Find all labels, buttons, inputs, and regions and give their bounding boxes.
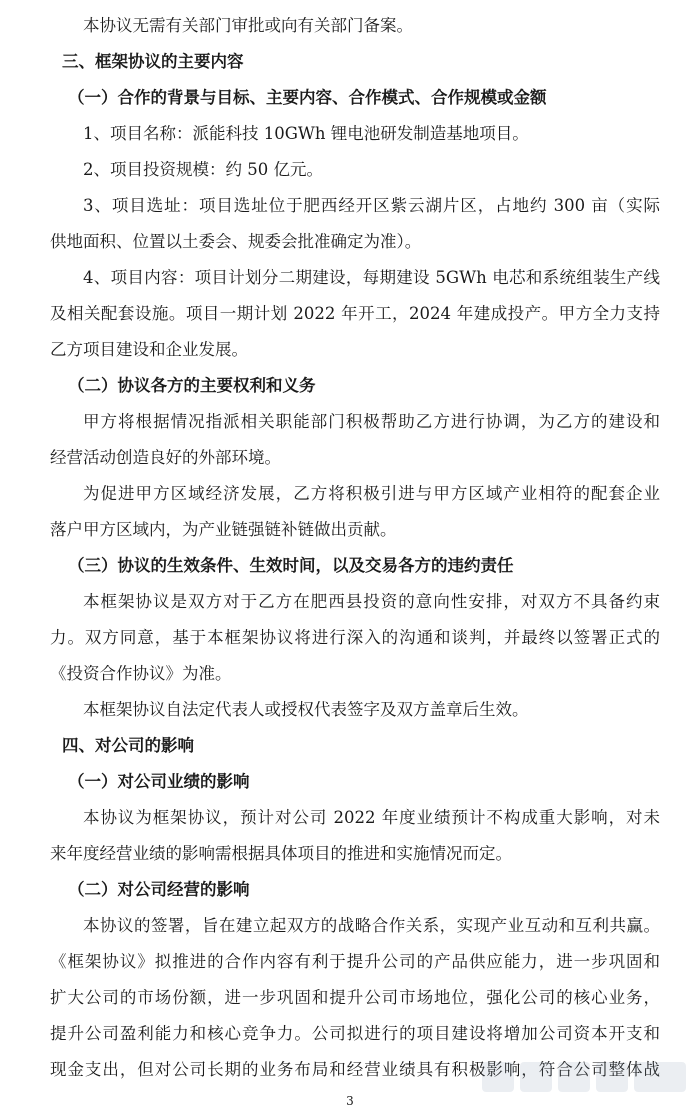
watermark-logo-icon bbox=[480, 1056, 690, 1098]
document-body bbox=[50, 8, 660, 1088]
subsection-heading: （三）协议的生效条件、生效时间，以及交易各方的违约责任 bbox=[68, 556, 514, 575]
text-line: 《框架协议》拟推进的合作内容有利于提升公司的产品供应能力，进一步巩固和 bbox=[50, 952, 660, 971]
text-line: 本协议的签署，旨在建立起双方的战略合作关系，实现产业互动和互利共赢。 bbox=[83, 916, 660, 935]
subsection-heading: （一）合作的背景与目标、主要内容、合作模式、合作规模或金额 bbox=[68, 88, 547, 107]
page-number: 3 bbox=[346, 1094, 354, 1108]
text-line: 为促进甲方区域经济发展，乙方将积极引进与甲方区域产业相符的配套企业 bbox=[83, 484, 660, 503]
watermark-logo bbox=[480, 1056, 690, 1098]
text-line: 及相关配套设施。项目一期计划 2022 年开工，2024 年建成投产。甲方全力支持 bbox=[50, 304, 660, 323]
text-line: 本协议无需有关部门审批或向有关部门备案。 bbox=[83, 16, 413, 35]
text-line: 2、项目投资规模：约 50 亿元。 bbox=[83, 160, 323, 179]
text-line: 力。双方同意，基于本框架协议将进行深入的沟通和谈判，并最终以签署正式的 bbox=[50, 628, 660, 647]
text-line: 1、项目名称：派能科技 10GWh 锂电池研发制造基地项目。 bbox=[83, 124, 529, 143]
text-line: 本框架协议自法定代表人或授权代表签字及双方盖章后生效。 bbox=[83, 700, 529, 719]
text-line: 来年度经营业绩的影响需根据具体项目的推进和实施情况而定。 bbox=[50, 844, 512, 863]
subsection-heading: （二）协议各方的主要权利和义务 bbox=[68, 376, 316, 395]
section-heading: 四、对公司的影响 bbox=[62, 736, 194, 755]
text-line: 本协议为框架协议，预计对公司 2022 年度业绩预计不构成重大影响，对未 bbox=[83, 808, 660, 827]
text-line: 4、项目内容：项目计划分二期建设，每期建设 5GWh 电芯和系统组装生产线 bbox=[83, 268, 660, 287]
text-line: 供地面积、位置以土委会、规委会批准确定为准）。 bbox=[50, 232, 422, 251]
section-heading: 三、框架协议的主要内容 bbox=[62, 52, 244, 71]
text-line: 本框架协议是双方对于乙方在肥西县投资的意向性安排，对双方不具备约束 bbox=[83, 592, 660, 611]
text-line: 3、项目选址：项目选址位于肥西经开区紫云湖片区，占地约 300 亩（实际 bbox=[83, 196, 660, 215]
text-line: 提升公司盈利能力和核心竞争力。公司拟进行的项目建设将增加公司资本开支和 bbox=[50, 1024, 660, 1043]
text-line: 乙方项目建设和企业发展。 bbox=[50, 340, 248, 359]
text-line: 扩大公司的市场份额，进一步巩固和提升公司市场地位，强化公司的核心业务， bbox=[50, 988, 660, 1007]
subsection-heading: （二）对公司经营的影响 bbox=[68, 880, 250, 899]
text-line: 落户甲方区域内，为产业链强链补链做出贡献。 bbox=[50, 520, 397, 539]
text-line: 经营活动创造良好的外部环境。 bbox=[50, 448, 281, 467]
subsection-heading: （一）对公司业绩的影响 bbox=[68, 772, 250, 791]
text-line: 《投资合作协议》为准。 bbox=[50, 664, 232, 683]
text-line: 现金支出，但对公司长期的业务布局和经营业绩具有积极影响，符合公司整体战 bbox=[50, 1060, 660, 1079]
text-line: 甲方将根据情况指派相关职能部门积极帮助乙方进行协调，为乙方的建设和 bbox=[83, 412, 660, 431]
